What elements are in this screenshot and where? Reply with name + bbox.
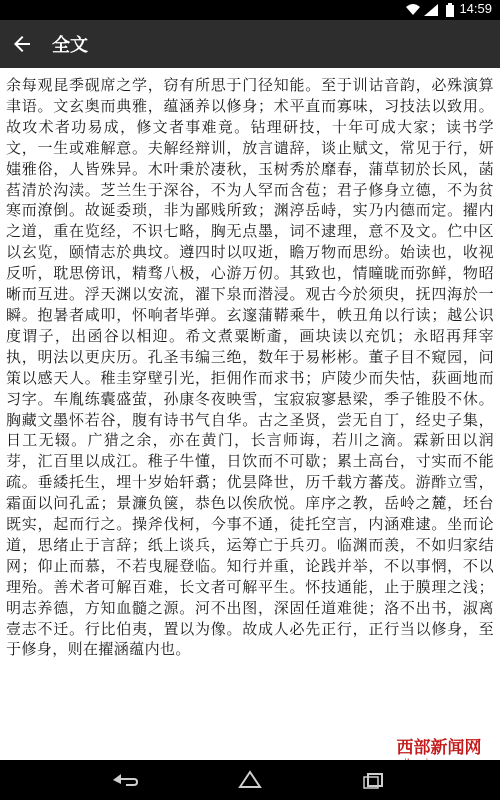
back-arrow-icon[interactable] [10,32,34,56]
nav-back-icon[interactable] [110,770,140,790]
status-bar [0,0,500,20]
nav-home-icon[interactable] [235,770,265,790]
wifi-icon [406,4,420,15]
status-time: 14:59 [459,1,492,16]
article-body: 余每观昆季砚席之学，窃有所思于门径知能。至于训诂音韵，必殊演算聿语。文玄奥而典雅，蕴涵养以修身；术平直而寡味，习技法以致用。故攻术者功易成，修文者事难竟。钻理研技，十年可成大家；读书学文，一生或难解意。夫解经辩训，放言谴辞，谈止赋文，常见于行，妍媸雅俗，人皆殊异。木叶秉於凄秋，玉树秀於靡春，蒲草韧於长风，菡萏清於沟渎。芝兰生于深谷，不为人罕而含苞；君子修身立德，不为贫寒而潦倒。故诞委琐，非为鄙贱所致；渊渟岳峙，实乃内德而定。擢内之道，重在览经，不识七略，胸无点墨，词不逮理，意不及文。伫中区以玄览，颐情志於典坟。遵四时以叹逝，瞻万物而思纷。始读也，收视反听，耽思傍讯，精骛八极，心游万仞。其致也，情曈昽而弥鲜，物昭晰而互进。浮天渊以安流，濯下泉而潜浸。观古今於须臾，抚四海於一瞬。抱暑者咸叩，怀响者毕弹。玄邃蒲鞯乘牛，帙丑角以行读；越公识度谓子，出函谷以相迎。希文煮粟断齑，画块读以充饥；永昭再拜宰执，明法以更庆历。孔圣韦编三绝，数年于易彬彬。董子目不窥园，问策以感天人。稚圭穿壁引光，拒佣作而求书；庐陵少而失怙，荻画地而习字。车胤练囊盛萤，孙康冬夜映雪，宝寂寂寥悬梁，季子锥股不休。胸藏文墨怀若谷，腹有诗书气自华。古之圣贤，尝无自丁，经史子集，日工无辍。广猎之余，亦在黄门，长言师诲，若川之滴。霖新田以润芽，汇百里以成江。稚子牛懂，日饮而不可歇；累土高台，寸实而不能疏。垂緌托生，埋十岁始轩翥；优昙降世，历千载方蕃茂。游酢立雪，霜面以问孔孟；景濂负箧，恭色以俟欣悦。庠序之教，岳岭之麓，坯台既实，起而行之。操斧伐柯，今事不通，徒托空言，内涵难逮。坐而论道，思绪止于言辞；纸上谈兵，运筹亡于兵刃。临渊而羡，不如归家结网；仰止而慕，不若曳屣登临。知行并重，论践并举，不以事惘，不以理殆。善术者可解百难，长文者可解平生。怀技通能，止于膜理之浅；明志养德，方知血髓之源。河不出图，深固任道难徙；洛不出书，淑离壹志不迁。行比伯夷，置以为像。故成人必先正行，正行当以修身，至于修身，则在擢涵蕴内也。 [6,76,494,659]
nav-recents-icon[interactable] [360,770,390,790]
signal-icon [424,4,438,16]
page-title: 全文 [52,35,88,56]
navigation-bar [0,760,500,800]
app-bar [0,20,500,68]
battery-icon [446,3,454,17]
watermark-main: 西部新闻网 [396,738,482,758]
